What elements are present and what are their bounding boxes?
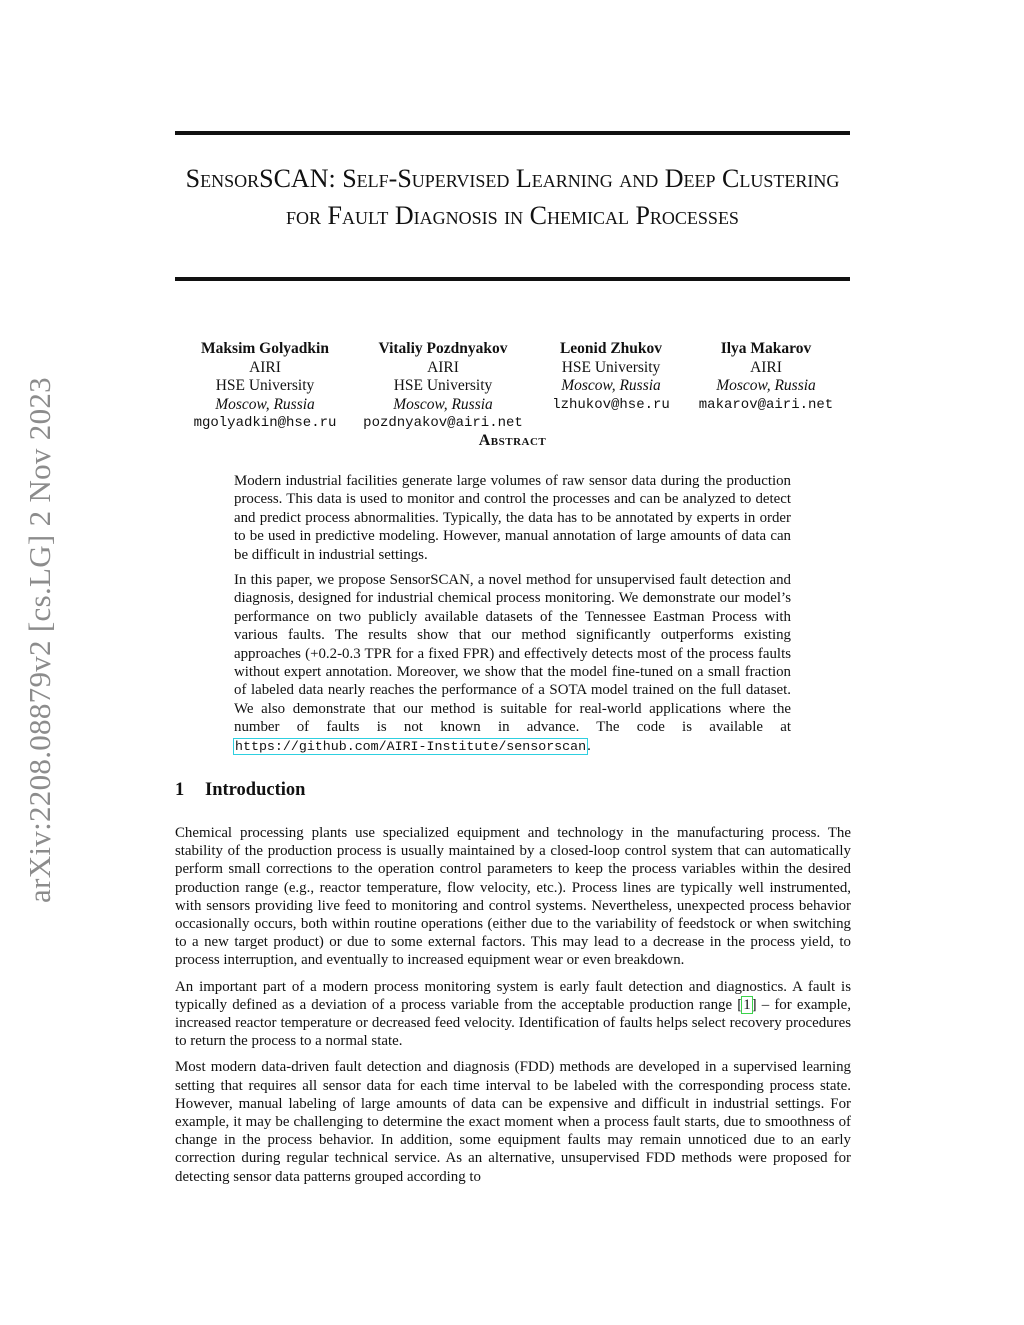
citation-link[interactable]: 1 xyxy=(743,996,751,1013)
author-affiliation: HSE University xyxy=(215,377,315,394)
code-repository-link[interactable]: https://github.com/AIRI-Institute/sensorscan xyxy=(235,738,587,754)
title-bottom-rule xyxy=(175,277,850,281)
code-availability-text: The code is available at xyxy=(596,719,791,736)
author-affiliation: AIRI xyxy=(750,358,782,376)
body-paragraph: Chemical processing plants use specialized equipment and technology in the manufacturing process. The stability of the production process is usually maintained by a closed-loop control system that can automatically perform small corrections to the operation control parameters to keep the process variables within the desired production range (e.g., reactor temperature, flow velocity, etc.). Process lines are typically well instrumented, with sensors providing live feed to monitoring and control systems. Nevertheless, unexpected process behavior occasionally occurs, both within routine operations (either due to the variability of feedstock or when switching to a new target product) or due to some external factors. This may lead to a decrease in the process yield, to process interruption, and eventually to increased equipment wear or even breakdown. xyxy=(175,825,851,969)
abstract-heading: Abstract xyxy=(478,432,547,449)
author-name: Maksim Golyadkin xyxy=(201,340,329,357)
section-heading-introduction xyxy=(175,780,305,801)
section-number: 1 xyxy=(175,780,185,800)
introduction-body xyxy=(175,824,851,1194)
author-affiliation: HSE University xyxy=(393,377,493,394)
author-name: Vitaliy Pozdnyakov xyxy=(378,340,508,357)
author-location: Moscow, Russia xyxy=(716,377,816,394)
author-email[interactable]: mgolyadkin@hse.ru xyxy=(193,415,337,431)
author-location: Moscow, Russia xyxy=(561,377,661,394)
author-block xyxy=(165,340,365,433)
author-affiliation: AIRI xyxy=(249,358,281,376)
body-paragraph-text: ] – for example, increased reactor temperature or decreased feed velocity. Identification of faults helps select recovery procedures to return the process to a normal state. xyxy=(175,996,851,1050)
author-affiliation: HSE University xyxy=(561,358,661,376)
author-email[interactable]: pozdnyakov@airi.net xyxy=(363,415,523,431)
author-email[interactable]: lzhukov@hse.ru xyxy=(552,396,670,413)
author-block xyxy=(540,340,682,414)
section-title: Introduction xyxy=(205,780,306,800)
abstract-body xyxy=(234,472,791,763)
abstract-paragraph-text: In this paper, we propose SensorSCAN, a novel method for unsupervised fault detection and diagnosis, designed for industrial chemical process monitoring. We demonstrate our model’s performance on two publicly available datasets of the Tennessee Eastman Process with various faults. The results show that our method significantly outperforms existing approaches (+0.2-0.3 TPR for a fixed FPR) and effectively detects most of the process faults without expert annotation. Moreover, we show that the model fine-tuned on a small fraction of labeled data nearly reaches the performance of a SOTA model trained on the full dataset. We also demonstrate that our method is suitable for real-world applications where the number of faults is not known in advance. xyxy=(234,572,791,736)
author-email[interactable]: makarov@airi.net xyxy=(698,396,834,413)
title-top-rule xyxy=(175,131,850,135)
author-location: Moscow, Russia xyxy=(393,395,493,413)
abstract-paragraph xyxy=(234,571,791,756)
author-block xyxy=(688,340,844,414)
author-name: Leonid Zhukov xyxy=(559,340,663,357)
paper-title: SensorSCAN: Self-Supervised Learning and Deep Clustering for Fault Diagnosis in Chemical Processes xyxy=(185,164,840,230)
abstract-paragraph: Modern industrial facilities generate large volumes of raw sensor data during the production process. This data is used to monitor and control the processes and can be analyzed to detect and predict process abnormalities. Typically, the data has to be annotated by experts in order to be used in predictive modeling. However, manual annotation of large amounts of data can be difficult in industrial settings. xyxy=(234,473,791,563)
body-paragraph: Most modern data-driven fault detection and diagnosis (FDD) methods are developed in a supervised learning setting that requires all sensor data for each time interval to be labeled with the corresponding process state. However, manual labeling of large amounts of data can be expensive and difficult in industrial settings. For example, it may be challenging to determine the exact moment when a process fault starts, due to smoothness of change in the process behavior. In addition, some equipment faults may remain unnoticed due to an early correction during regular technical service. As an alternative, unsupervised FDD methods were proposed for detecting sensor data patterns grouped according to xyxy=(175,1059,851,1185)
author-affiliation: AIRI xyxy=(427,358,459,376)
arxiv-identifier-stamp: arXiv:2208.08879v2 [cs.LG] 2 Nov 2023 xyxy=(22,377,57,903)
code-availability-suffix: . xyxy=(587,737,591,754)
body-paragraph xyxy=(175,978,851,1051)
author-block xyxy=(353,340,533,433)
body-paragraph-text: An important part of a modern process monitoring system is early fault detection and diagnostics. A fault is typically defined as a deviation of a process variable from the acceptable production range [ xyxy=(175,978,851,1013)
author-name: Ilya Makarov xyxy=(720,340,812,357)
author-location: Moscow, Russia xyxy=(215,395,315,413)
